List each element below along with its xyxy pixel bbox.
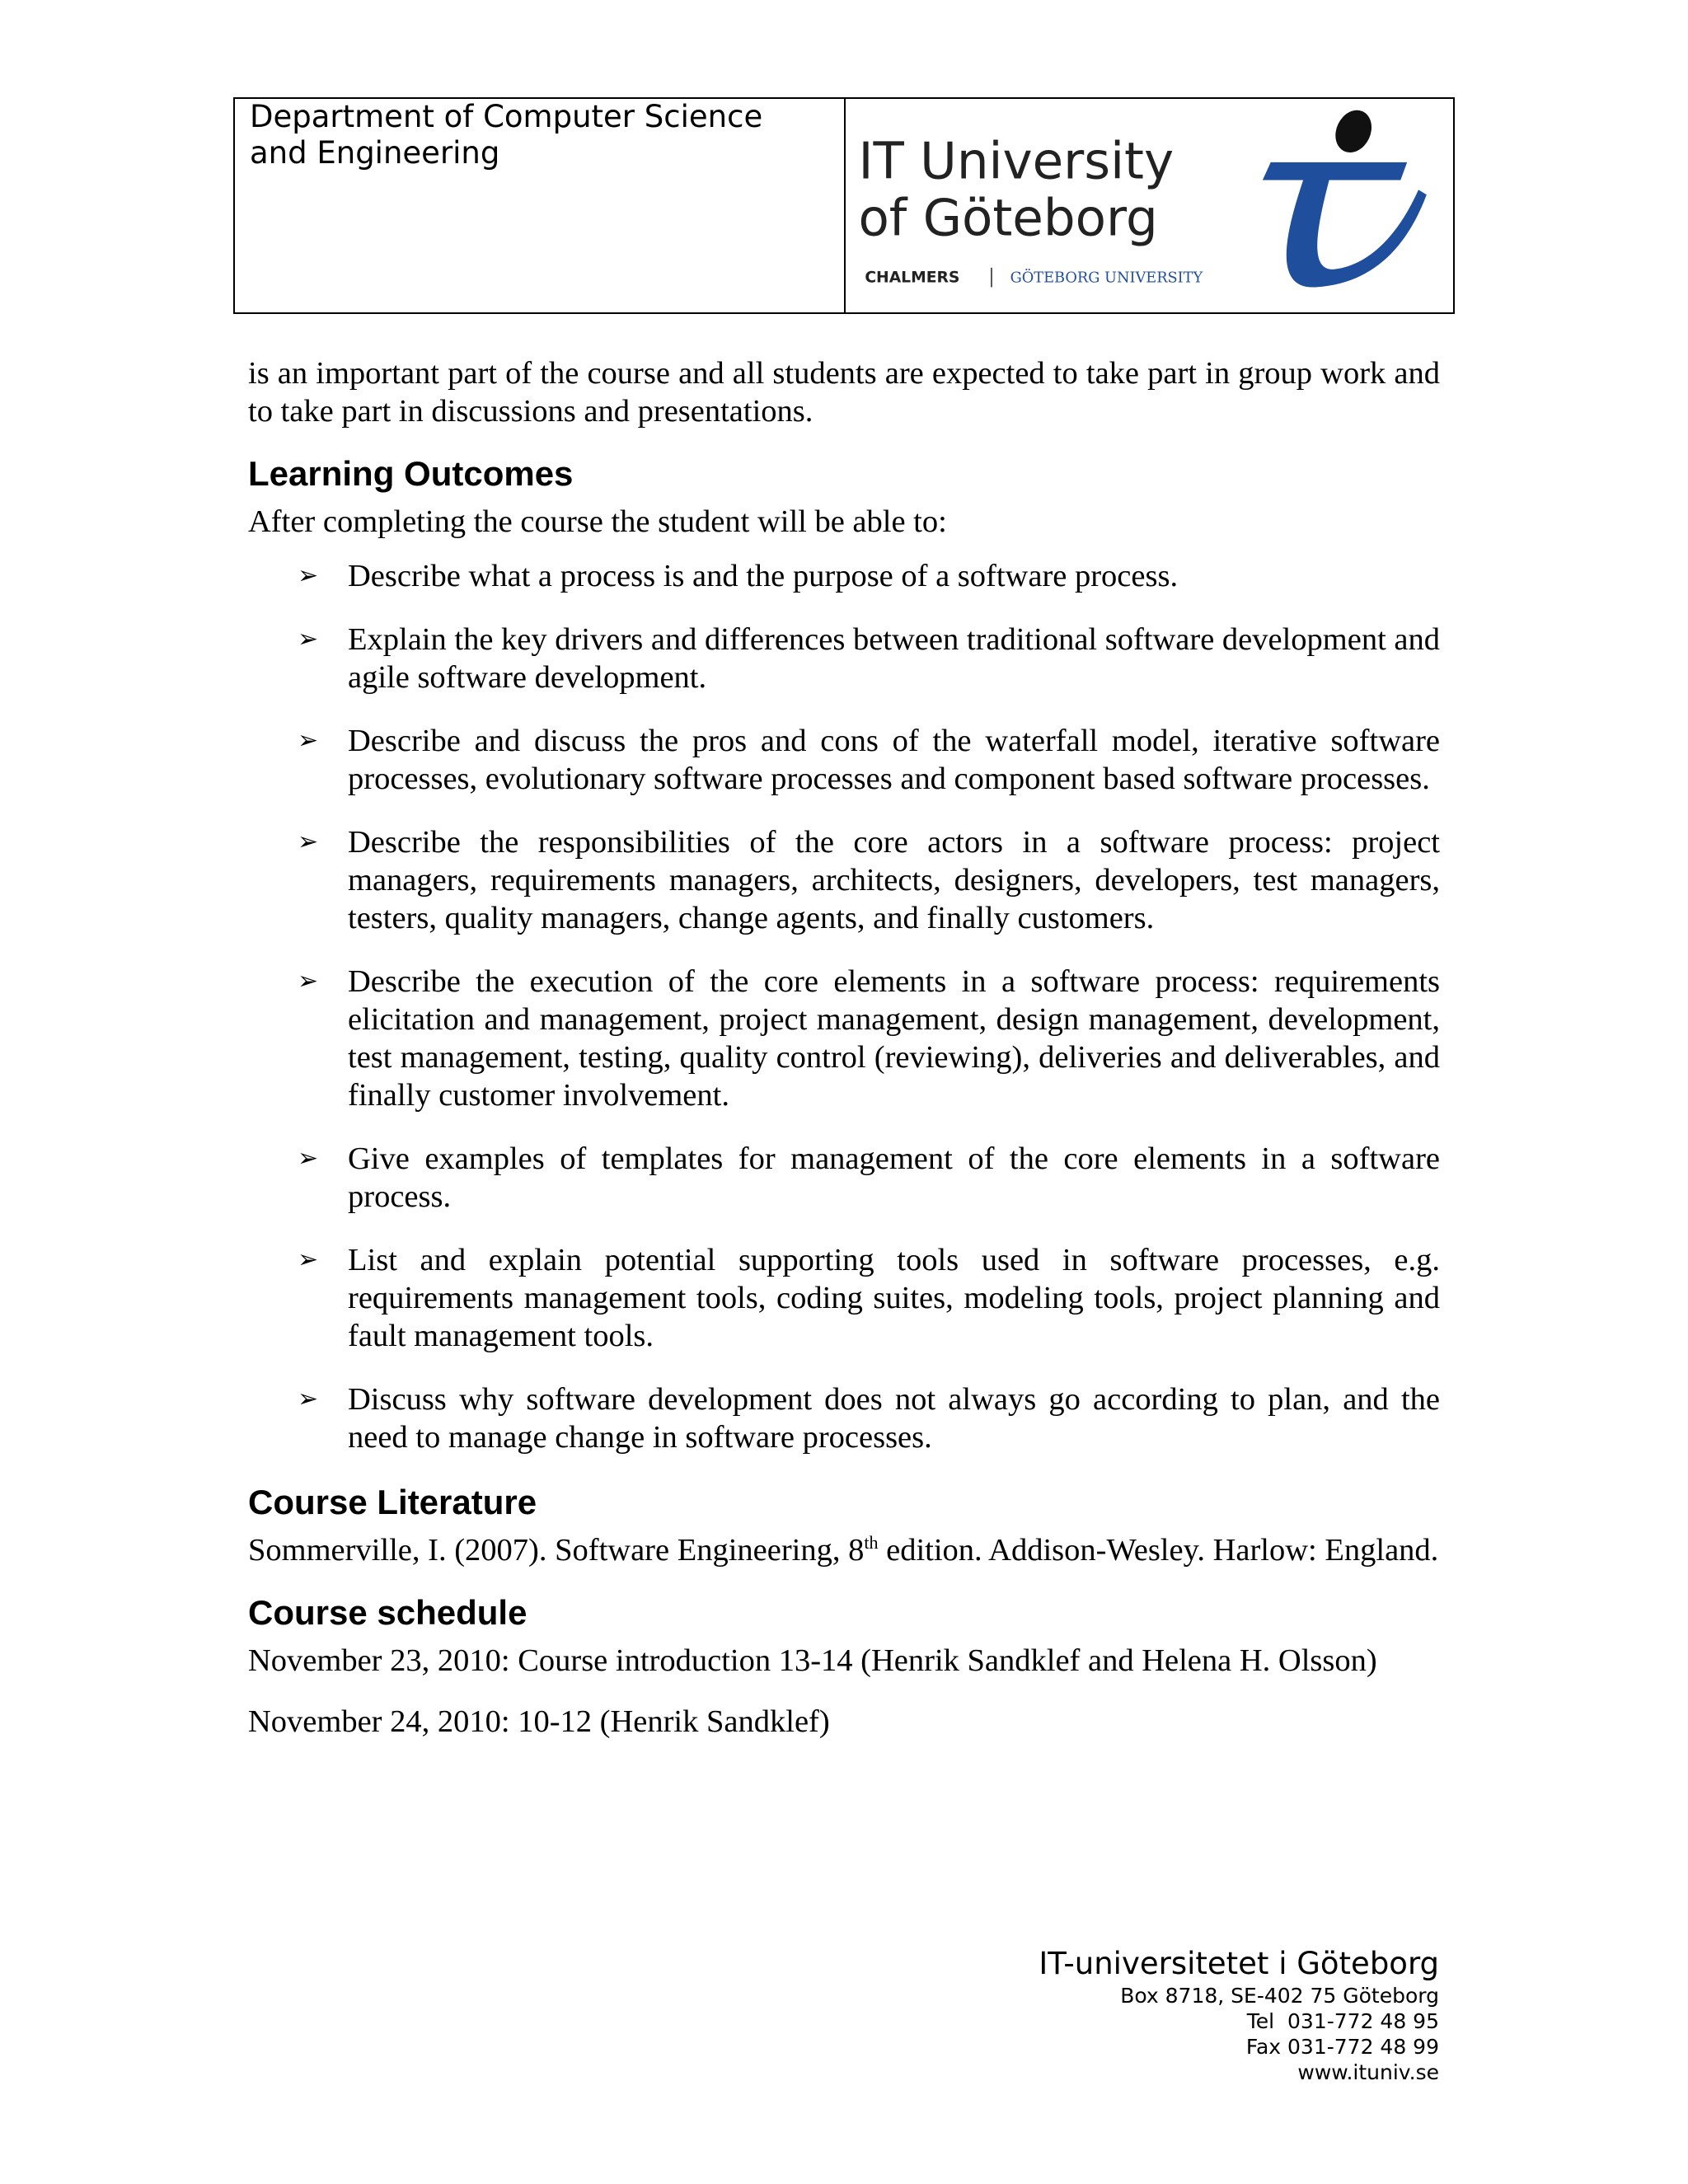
- schedule-entry: November 23, 2010: Course introduction 13-14 (Henrik Sandklef and Helena H. Olsson): [248, 1643, 1377, 1678]
- learning-outcomes-list: [248, 557, 1440, 1456]
- learning-outcomes-lead: After completing the course the student will be able to:: [248, 504, 947, 539]
- list-item: ➢ Discuss why software development does not always go according to plan, and the need to manage change in software processes.: [298, 1382, 1440, 1455]
- learning-outcomes-heading: Learning Outcomes: [248, 454, 574, 493]
- arrow-bullet-icon: ➢: [298, 967, 319, 996]
- footer-address: Box 8718, SE-402 75 Göteborg: [1120, 1984, 1439, 2008]
- footer-fax: Fax 031-772 48 99: [1245, 2035, 1439, 2059]
- university-logo: [846, 99, 1453, 312]
- logo-line2: of Göteborg: [858, 189, 1158, 248]
- footer-tel: Tel 031-772 48 95: [1246, 2009, 1439, 2033]
- list-item: ➢ List and explain potential supporting tools used in software processes, e.g. requirements management tools, coding suites, modeling tools, project planning and fault management tools.: [298, 1243, 1440, 1353]
- page-footer: [1039, 1945, 1439, 2085]
- document-body: [248, 354, 1440, 1764]
- course-literature-heading: Course Literature: [248, 1483, 537, 1521]
- letterhead: [233, 97, 1455, 314]
- arrow-bullet-icon: ➢: [298, 1144, 319, 1173]
- arrow-bullet-icon: ➢: [298, 561, 319, 590]
- list-item: ➢ Describe what a process is and the purpose of a software process.: [298, 559, 1179, 593]
- logo-i-mark: [1263, 105, 1427, 288]
- literature-reference: Sommerville, I. (2007). Software Engineering, 8th edition. Addison-Wesley. Harlow: England.: [248, 1532, 1439, 1568]
- logo-line1: IT University: [858, 132, 1175, 191]
- arrow-bullet-icon: ➢: [298, 1385, 319, 1413]
- department-name: Department of Computer Science and Engineering: [235, 99, 846, 312]
- arrow-bullet-icon: ➢: [298, 1245, 319, 1274]
- list-item: ➢ Describe the responsibilities of the core actors in a software process: project managers, requirements managers, architects, designers, developers, test managers, testers, quality managers, change agents, and finally customers.: [298, 825, 1440, 935]
- arrow-bullet-icon: ➢: [298, 625, 319, 654]
- intro-paragraph: is an important part of the course and all students are expected to take part in group work and to take part in discussions and presentations.: [248, 356, 1440, 429]
- logo-chalmers: CHALMERS: [865, 269, 960, 287]
- schedule-entry: November 24, 2010: 10-12 (Henrik Sandklef): [248, 1704, 830, 1739]
- list-item: ➢ Describe the execution of the core elements in a software process: requirements elicitation and management, project management, design management, development, test management, testing, quality control (reviewing), deliveries and deliverables, and finally customer involvement.: [298, 964, 1440, 1113]
- footer-website: www.ituniv.se: [1297, 2060, 1439, 2084]
- logo-gu: GÖTEBORG UNIVERSITY: [1010, 269, 1203, 287]
- list-item: ➢ Explain the key drivers and differences between traditional software development and agile software development.: [298, 622, 1440, 695]
- footer-university-name: IT-universitetet i Göteborg: [1039, 1946, 1439, 1981]
- list-item: ➢ Give examples of templates for management of the core elements in a software process.: [298, 1141, 1440, 1214]
- arrow-bullet-icon: ➢: [298, 827, 319, 856]
- arrow-bullet-icon: ➢: [298, 726, 319, 755]
- course-schedule-heading: Course schedule: [248, 1593, 528, 1632]
- list-item: ➢ Describe and discuss the pros and cons of the waterfall model, iterative software processes, evolutionary software processes and component based software processes.: [298, 724, 1440, 796]
- it-university-logo: [846, 99, 1453, 312]
